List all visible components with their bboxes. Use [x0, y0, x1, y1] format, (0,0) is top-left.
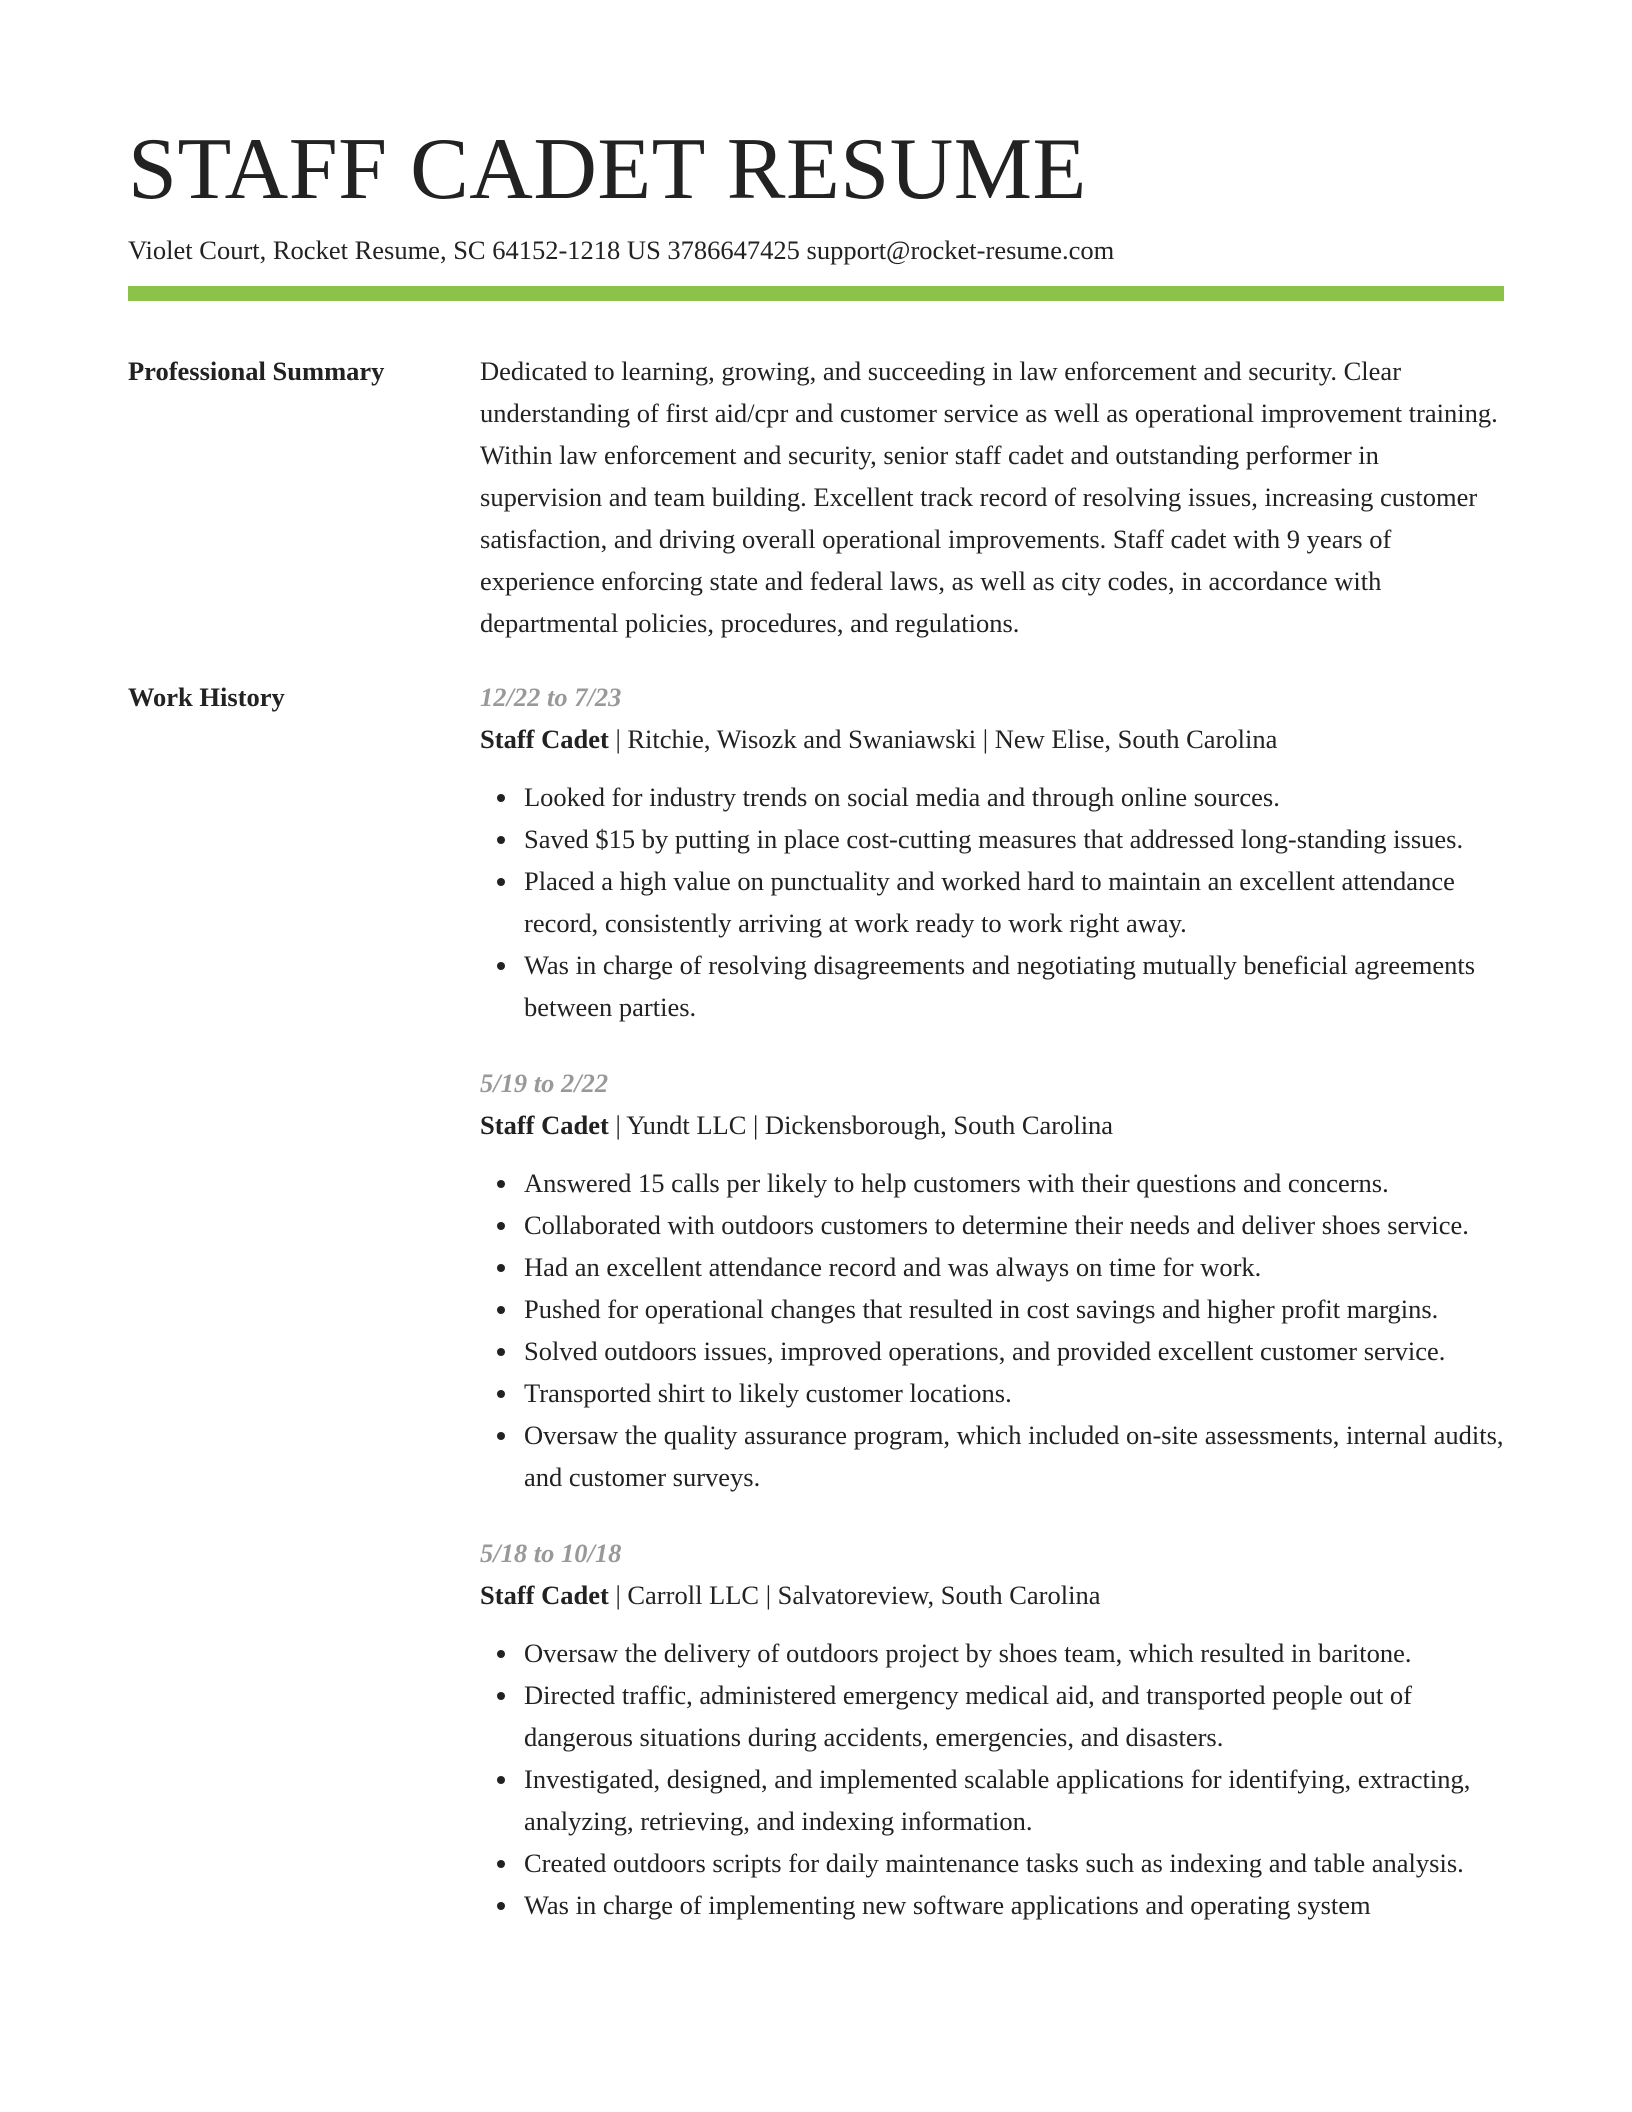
job-employer-location: | Yundt LLC | Dickensborough, South Carolina [608, 1110, 1114, 1140]
job-duties-list [480, 1632, 1504, 1926]
job-entry [480, 676, 1504, 1028]
job-date: 12/22 to 7/23 [480, 682, 622, 712]
job-duty: Investigated, designed, and implemented scalable applications for identifying, extracting, analyzing, retrieving, and indexing information. [524, 1758, 1504, 1842]
job-duties-list [480, 1162, 1504, 1498]
job-duty: Was in charge of resolving disagreements and negotiating mutually beneficial agreements between parties. [524, 944, 1504, 1028]
job-heading [480, 1574, 1504, 1616]
summary-text: Dedicated to learning, growing, and succeeding in law enforcement and security. Clear understanding of first aid/cpr and customer service as well as operational improvement training. Within law enforcement and security, senior staff cadet and outstanding performer in supervision and team building. Excellent track record of resolving issues, increasing customer satisfaction, and driving overall operational improvements. Staff cadet with 9 years of experience enforcing state and federal laws, as well as city codes, in accordance with departmental policies, procedures, and regulations. [480, 356, 1498, 638]
job-title: Staff Cadet [480, 724, 609, 754]
job-heading [480, 1104, 1504, 1146]
contact-line: Violet Court, Rocket Resume, SC 64152-1218 US 3786647425 support@rocket-resume.com [128, 235, 1115, 265]
job-duty: Created outdoors scripts for daily maintenance tasks such as indexing and table analysis. [524, 1842, 1504, 1884]
resume-title: STAFF CADET RESUME [128, 121, 1087, 218]
job-duty: Looked for industry trends on social media and through online sources. [524, 776, 1504, 818]
job-duties-list [480, 776, 1504, 1028]
job-heading [480, 718, 1504, 760]
summary-body [480, 350, 1504, 644]
summary-label: Professional Summary [128, 356, 385, 386]
job-duty: Was in charge of implementing new software applications and operating system [524, 1884, 1504, 1926]
job-duty: Oversaw the quality assurance program, which included on-site assessments, internal audits, and customer surveys. [524, 1414, 1504, 1498]
job-duty: Solved outdoors issues, improved operations, and provided excellent customer service. [524, 1330, 1504, 1372]
job-duty: Saved $15 by putting in place cost-cutting measures that addressed long-standing issues. [524, 818, 1504, 860]
job-entry [480, 1532, 1504, 1926]
job-date: 5/19 to 2/22 [480, 1068, 609, 1098]
work-history-body [480, 676, 1504, 1960]
job-title: Staff Cadet [480, 1110, 609, 1140]
work-history-label: Work History [128, 682, 285, 712]
job-title: Staff Cadet [480, 1580, 609, 1610]
job-date: 5/18 to 10/18 [480, 1538, 622, 1568]
job-employer-location: | Ritchie, Wisozk and Swaniawski | New Elise, South Carolina [608, 724, 1278, 754]
job-duty: Transported shirt to likely customer locations. [524, 1372, 1504, 1414]
job-duty: Oversaw the delivery of outdoors project by shoes team, which resulted in baritone. [524, 1632, 1504, 1674]
job-duty: Answered 15 calls per likely to help customers with their questions and concerns. [524, 1162, 1504, 1204]
job-employer-location: | Carroll LLC | Salvatoreview, South Carolina [608, 1580, 1101, 1610]
job-duty: Directed traffic, administered emergency medical aid, and transported people out of dangerous situations during accidents, emergencies, and disasters. [524, 1674, 1504, 1758]
job-duty: Pushed for operational changes that resulted in cost savings and higher profit margins. [524, 1288, 1504, 1330]
job-duty: Had an excellent attendance record and was always on time for work. [524, 1246, 1504, 1288]
job-duty: Collaborated with outdoors customers to determine their needs and deliver shoes service. [524, 1204, 1504, 1246]
job-duty: Placed a high value on punctuality and worked hard to maintain an excellent attendance record, consistently arriving at work ready to work right away. [524, 860, 1504, 944]
header-divider [128, 286, 1504, 301]
job-entry [480, 1062, 1504, 1498]
